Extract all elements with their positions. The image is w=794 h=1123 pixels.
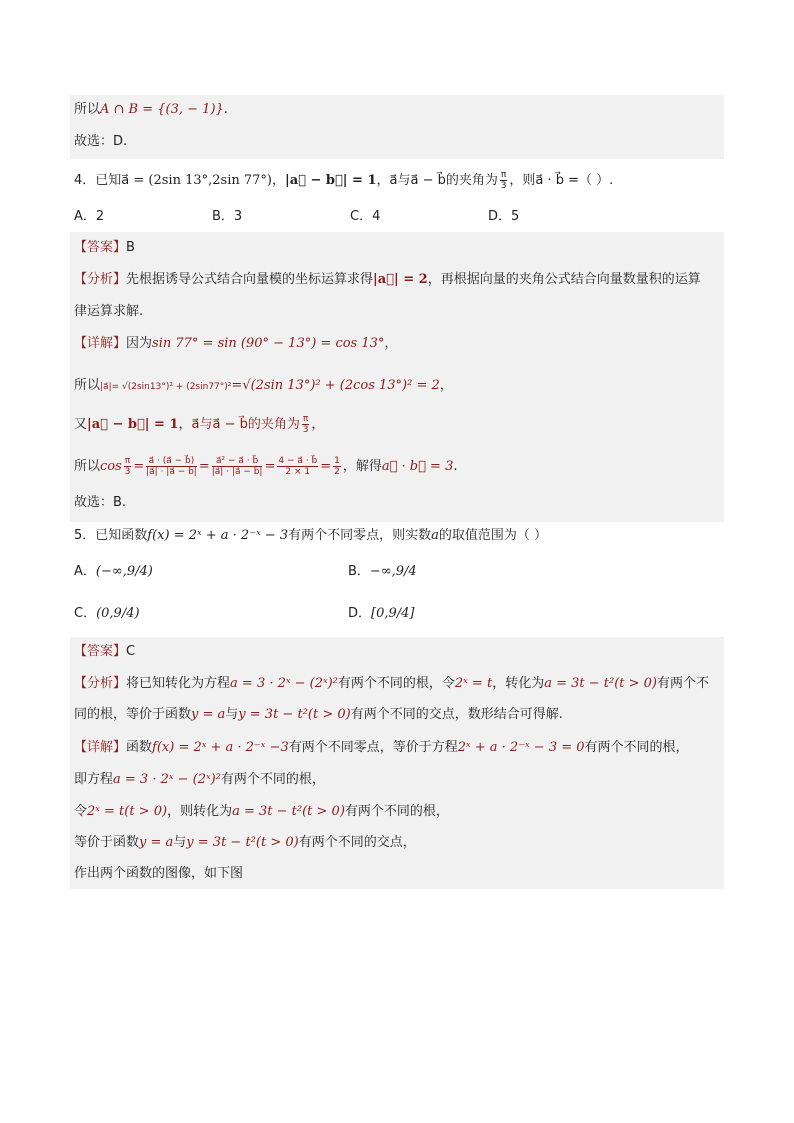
q3-choice: 故选：D. (74, 134, 128, 149)
q5-detail-line4: 等价于函数y = a与y = 3t − t²(t > 0)有两个不同的交点， (74, 835, 416, 850)
q4-option-b: B．3 (212, 209, 243, 224)
q4-answer: 【答案】B (74, 240, 135, 255)
q4-frac-4: $\frac{4 - a⃗ \cdot b⃗}{2 \times 1}$ (278, 456, 318, 477)
q4-detail-line2: 所以|a⃗|= √(2sin13°)² + (2sin77°)²=√(2sin 13°)² + (2cos 13°)² = 2， (74, 378, 453, 393)
q4-detail-line3: 又|a⃗ − b⃗| = 1，a⃗与a⃗ − b⃗的夹角为 $\frac{\pi}{3}$ ， (74, 414, 325, 435)
q5-stem: 5．已知函数f(x) = 2ˣ + a · 2⁻ˣ − 3有两个不同零点，则实数a的取值范围为（ ） (74, 528, 548, 543)
q4-option-a: A．2 (74, 209, 105, 224)
q5-option-c: C．(0,9/4) (74, 606, 140, 621)
q4-detail-line1: 【详解】因为sin 77° = sin (90° − 13°) = cos 13°， (74, 336, 398, 351)
q5-option-b: B．−∞,9/4 (348, 564, 417, 579)
q4-frac-3: $\frac{\text{a⃗² − a⃗ · b⃗}}{|a⃗| \cdot |a⃗ - b⃗|}$ (211, 456, 263, 477)
q4-detail-fraction: $\frac{\pi}{3}$ (302, 414, 309, 435)
q5-option-a: A．(−∞,9/4) (74, 564, 153, 579)
q4-frac-5: $\frac{1}{2}$ (334, 456, 340, 477)
q5-analysis-line2: 同的根，等价于函数y = a与y = 3t − t²(t > 0)有两个不同的交点，数形结合可得解. (74, 707, 563, 722)
q5-analysis-line1: 【分析】将已知转化为方程a = 3 · 2ˣ − (2ˣ)²有两个不同的根，令2ˣ = t，转化为a = 3t − t²(t > 0)有两个不 (74, 676, 710, 691)
q4-option-c: C．4 (350, 209, 381, 224)
q4-stem: 4．已知a⃗ = (2sin 13°,2sin 77°)，|a⃗ − b⃗| = 1，a⃗与a⃗ − b⃗的夹角为 $\frac{\pi}{3}$ ，则a⃗ · b⃗ =（ ）. (74, 170, 614, 191)
q5-option-d: D．[0,9/4] (348, 606, 415, 621)
q4-frac-2: $\frac{a⃗ \cdot (a⃗ - b⃗)}{|a⃗| \cdot |a⃗ - b⃗|}$ (146, 456, 197, 477)
q4-detail-line4: 所以cos $\frac{\pi}{3}$ = $\frac{a⃗ \cdot (a⃗ - b⃗)}{|a⃗| \cdot |a⃗ - b⃗|}$ = $\frac{\text{a⃗² − a⃗ · b⃗}}{|a⃗| \cdot |a⃗ - b⃗|}$ = $\frac{4 - a⃗ \cdot b⃗}{2 \times 1}$ = $\frac{1}{2}$ ，解得a⃗ · b⃗ = 3. (74, 456, 458, 477)
q5-answer: 【答案】C (74, 644, 136, 659)
q5-detail-line2: 即方程a = 3 · 2ˣ − (2ˣ)²有两个不同的根， (74, 772, 325, 787)
q4-analysis-line1: 【分析】先根据诱导公式结合向量模的坐标运算求得|a⃗| = 2，再根据向量的夹角公式结合向量数量积的运算 (74, 272, 701, 287)
q5-detail-line5: 作出两个函数的图像，如下图 (74, 866, 244, 881)
q4-option-d: D．5 (488, 209, 520, 224)
q4-frac-1: $\frac{\pi}{3}$ (124, 456, 131, 477)
q4-analysis-line2: 律运算求解. (74, 304, 144, 319)
q4-conclusion: 故选：B. (74, 495, 127, 510)
q4-stem-fraction: $\frac{\pi}{3}$ (500, 170, 507, 191)
q5-detail-line1: 【详解】函数f(x) = 2ˣ + a · 2⁻ˣ −3有两个不同零点，等价于方程2ˣ + a · 2⁻ˣ − 3 = 0有两个不同的根， (74, 740, 689, 755)
q5-detail-line3: 令2ˣ = t(t > 0)，则转化为a = 3t − t²(t > 0)有两个不同的根， (74, 804, 449, 819)
q3-conclusion-set: 所以A ∩ B = {(3, − 1)}. (74, 102, 228, 117)
